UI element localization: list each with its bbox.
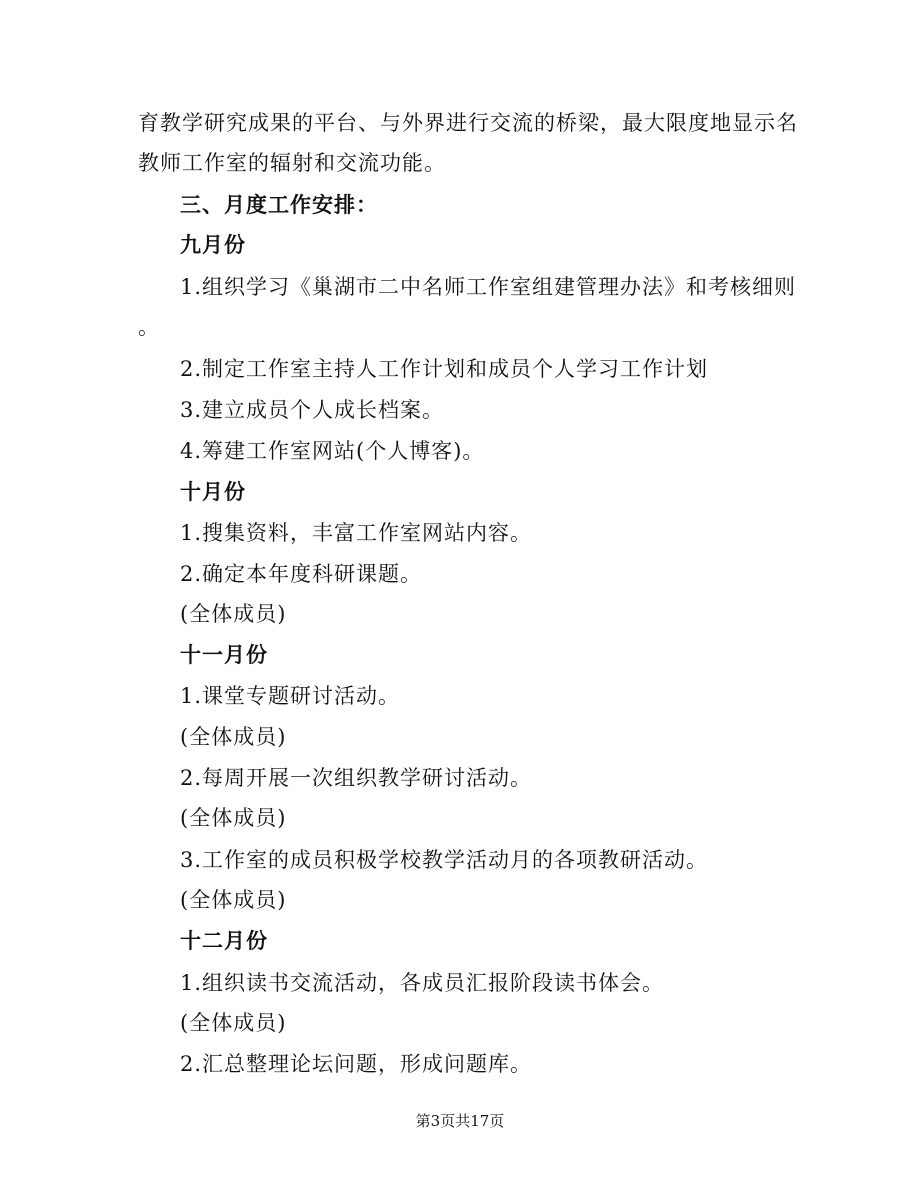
nov-item-3: 3.工作室的成员积极学校教学活动月的各项教研活动。 <box>180 848 709 872</box>
sept-item-3: 3.建立成员个人成长档案。 <box>180 398 445 422</box>
month-heading-november: 十一月份 <box>180 643 268 667</box>
nov-note-1: (全体成员) <box>180 725 287 749</box>
page-number-footer: 第3页共17页 <box>415 1112 505 1130</box>
nov-note-3: (全体成员) <box>180 888 287 912</box>
sept-item-4: 4.筹建工作室网站(个人博客)。 <box>180 439 485 463</box>
sept-item-1: 1.组织学习《巢湖市二中名师工作室组建管理办法》和考核细则 <box>180 275 797 299</box>
month-heading-september: 九月份 <box>180 233 246 257</box>
dec-note-1: (全体成员) <box>180 1011 287 1035</box>
oct-item-1: 1.搜集资料，丰富工作室网站内容。 <box>180 521 533 545</box>
sept-item-1-continuation: 。 <box>138 315 160 339</box>
nov-note-2: (全体成员) <box>180 806 287 830</box>
sept-item-2: 2.制定工作室主持人工作计划和成员个人学习工作计划 <box>180 357 709 381</box>
intro-line-2: 教师工作室的辐射和交流功能。 <box>138 151 446 175</box>
section-title: 三、月度工作安排： <box>180 193 378 217</box>
month-heading-october: 十月份 <box>180 480 246 504</box>
nov-item-2: 2.每周开展一次组织教学研讨活动。 <box>180 766 533 790</box>
oct-item-2: 2.确定本年度科研课题。 <box>180 562 423 586</box>
dec-item-1: 1.组织读书交流活动，各成员汇报阶段读书体会。 <box>180 971 665 995</box>
intro-line-1: 育教学研究成果的平台、与外界进行交流的桥梁，最大限度地显示名 <box>138 111 798 135</box>
month-heading-december: 十二月份 <box>180 929 268 953</box>
dec-item-2: 2.汇总整理论坛问题，形成问题库。 <box>180 1052 533 1076</box>
nov-item-1: 1.课堂专题研讨活动。 <box>180 684 401 708</box>
oct-note: (全体成员) <box>180 602 287 626</box>
